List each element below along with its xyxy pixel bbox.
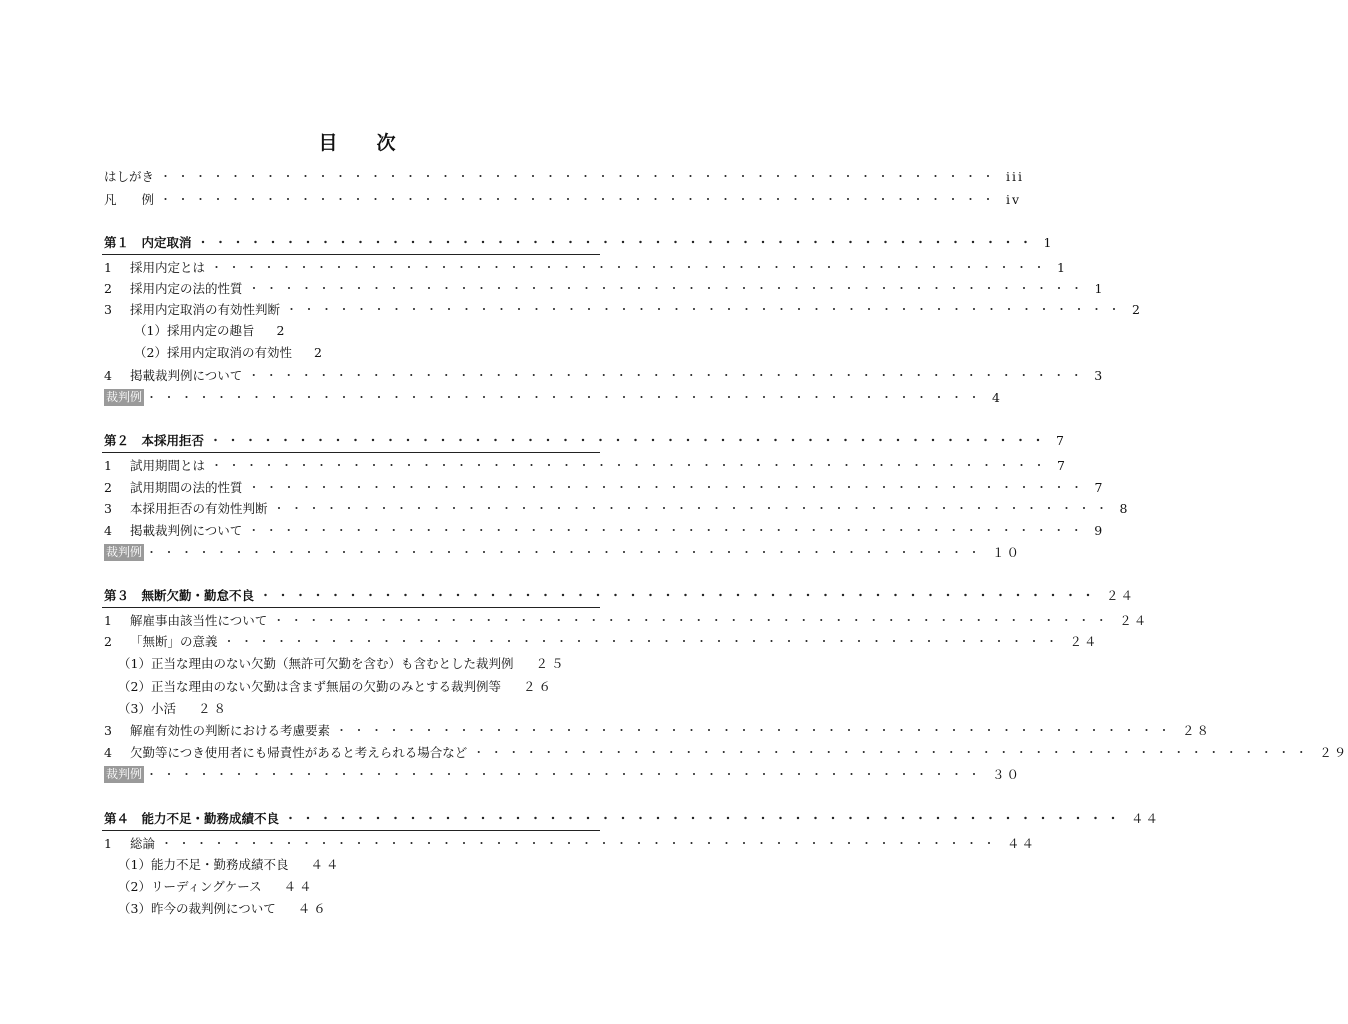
entry-page: iv (1006, 191, 1022, 207)
chapter-rule (102, 452, 600, 453)
entry-page: iii (1006, 168, 1025, 184)
chapter-page: 7 (1056, 432, 1066, 448)
dot-leader: ・・・・・・・・・・・・・・・・・・・・・・・・・・・・・・・・・・・・・・・・・・・・・・・・ (211, 261, 1052, 274)
dot-leader: ・・・・・・・・・・・・・・・・・・・・・・・・・・・・・・・・・・・・・・・・・・・・・・・・ (161, 837, 1002, 850)
cases-badge: 裁判例 (106, 389, 143, 404)
page-title: 目 次 (318, 132, 406, 154)
chapter-heading-3[interactable] (104, 585, 1136, 605)
toc-entry-cases[interactable]: 裁判例 ・・・・・・・・・・・・・・・・・・・・・・・・・・・・・・・・・・・・・・・・・・・・・・・・ 4 (106, 389, 1002, 405)
chapter-title: 第１ 内定取消 (104, 235, 192, 250)
toc-entry[interactable]: 1 総論 ・・・・・・・・・・・・・・・・・・・・・・・・・・・・・・・・・・・・・・・・・・・・・・・・ ４４ (104, 836, 1037, 851)
dot-leader: ・・・・・・・・・・・・・・・・・・・・・・・・・・・・・・・・・・・・・・・・・・・・・・・・ (223, 635, 1064, 648)
cases-badge: 裁判例 (106, 766, 143, 781)
dot-leader: ・・・・・・・・・・・・・・・・・・・・・・・・・・・・・・・・・・・・・・・・・・・・・・・・ (285, 812, 1126, 825)
chapter-page: ２４ (1106, 588, 1136, 603)
chapter-page: ４４ (1131, 811, 1161, 826)
dot-leader: ・・・・・・・・・・・・・・・・・・・・・・・・・・・・・・・・・・・・・・・・・・・・・・・・ (248, 481, 1089, 494)
dot-leader: ・・・・・・・・・・・・・・・・・・・・・・・・・・・・・・・・・・・・・・・・・・・・・・・・ (146, 546, 987, 559)
dot-leader: ・・・・・・・・・・・・・・・・・・・・・・・・・・・・・・・・・・・・・・・・・・・・・・・・ (260, 589, 1101, 602)
dot-leader: ・・・・・・・・・・・・・・・・・・・・・・・・・・・・・・・・・・・・・・・・・・・・・・・・ (473, 746, 1314, 759)
toc-subentry[interactable]: （3） 昨今の裁判例について ４６ (118, 901, 329, 916)
toc-entry[interactable]: 1 解雇事由該当性について ・・・・・・・・・・・・・・・・・・・・・・・・・・・・・・・・・・・・・・・・・・・・・・・・ ２４ (104, 613, 1149, 628)
chapter-title: 第４ 能力不足・勤務成績不良 (104, 811, 280, 826)
dot-leader: ・・・・・・・・・・・・・・・・・・・・・・・・・・・・・・・・・・・・・・・・・・・・・・・・ (160, 170, 1001, 183)
dot-leader: ・・・・・・・・・・・・・・・・・・・・・・・・・・・・・・・・・・・・・・・・・・・・・・・・ (273, 502, 1114, 515)
toc-entry-cases[interactable]: 裁判例 ・・・・・・・・・・・・・・・・・・・・・・・・・・・・・・・・・・・・・・・・・・・・・・・・ １０ (106, 544, 1022, 560)
chapter-rule (102, 254, 600, 255)
toc-entry-preface[interactable] (104, 166, 1025, 186)
toc-subentry[interactable]: （2） リーディングケース ４４ (118, 879, 315, 894)
toc-entry[interactable]: 1 採用内定とは ・・・・・・・・・・・・・・・・・・・・・・・・・・・・・・・・・・・・・・・・・・・・・・・・ 1 (104, 259, 1067, 275)
chapter-rule (102, 607, 600, 608)
toc-entry[interactable]: 3 解雇有効性の判断における考慮要素 ・・・・・・・・・・・・・・・・・・・・・・・・・・・・・・・・・・・・・・・・・・・・・・・・ ２８ (104, 723, 1212, 738)
toc-subentry[interactable]: （3） 小活 ２８ (118, 701, 229, 716)
cases-badge: 裁判例 (106, 544, 143, 559)
entry-label: はしがき (104, 169, 155, 184)
chapter-page: 1 (1043, 234, 1054, 250)
toc-subentry[interactable]: （1） 能力不足・勤務成績不良 ４４ (118, 857, 342, 872)
toc-entry-legend[interactable] (104, 189, 1022, 209)
chapter-title: 第２ 本採用拒否 (104, 433, 205, 448)
toc-subentry[interactable]: （2） 採用内定取消の有効性 2 (134, 344, 325, 360)
dot-leader: ・・・・・・・・・・・・・・・・・・・・・・・・・・・・・・・・・・・・・・・・・・・・・・・・ (248, 524, 1089, 537)
chapter-heading-2[interactable] (104, 430, 1066, 450)
toc-entry[interactable]: 4 掲載裁判例について ・・・・・・・・・・・・・・・・・・・・・・・・・・・・・・・・・・・・・・・・・・・・・・・・ 3 (104, 367, 1105, 383)
chapter-rule (102, 830, 600, 831)
entry-label: 凡 例 (104, 192, 155, 207)
dot-leader: ・・・・・・・・・・・・・・・・・・・・・・・・・・・・・・・・・・・・・・・・・・・・・・・・ (286, 303, 1127, 316)
toc-entry[interactable]: 4 掲載裁判例について ・・・・・・・・・・・・・・・・・・・・・・・・・・・・・・・・・・・・・・・・・・・・・・・・ 9 (104, 522, 1105, 538)
chapter-heading-1[interactable] (104, 232, 1054, 252)
dot-leader: ・・・・・・・・・・・・・・・・・・・・・・・・・・・・・・・・・・・・・・・・・・・・・・・・ (160, 193, 1001, 206)
dot-leader: ・・・・・・・・・・・・・・・・・・・・・・・・・・・・・・・・・・・・・・・・・・・・・・・・ (336, 724, 1177, 737)
chapter-heading-4[interactable] (104, 808, 1161, 828)
toc-entry[interactable]: 3 本採用拒否の有効性判断 ・・・・・・・・・・・・・・・・・・・・・・・・・・・・・・・・・・・・・・・・・・・・・・・・ 8 (104, 500, 1130, 516)
dot-leader: ・・・・・・・・・・・・・・・・・・・・・・・・・・・・・・・・・・・・・・・・・・・・・・・・ (211, 459, 1052, 472)
dot-leader: ・・・・・・・・・・・・・・・・・・・・・・・・・・・・・・・・・・・・・・・・・・・・・・・・ (248, 369, 1089, 382)
toc-entry[interactable]: 1 試用期間とは ・・・・・・・・・・・・・・・・・・・・・・・・・・・・・・・・・・・・・・・・・・・・・・・・ 7 (104, 457, 1067, 473)
dot-leader: ・・・・・・・・・・・・・・・・・・・・・・・・・・・・・・・・・・・・・・・・・・・・・・・・ (248, 282, 1089, 295)
dot-leader: ・・・・・・・・・・・・・・・・・・・・・・・・・・・・・・・・・・・・・・・・・・・・・・・・ (197, 236, 1038, 249)
toc-entry[interactable]: 4 欠勤等につき使用者にも帰責性があると考えられる場合など ・・・・・・・・・・・・・・・・・・・・・・・・・・・・・・・・・・・・・・・・・・・・・・・・ ２９ (104, 745, 1348, 760)
toc-entry[interactable]: 2 「無断」の意義 ・・・・・・・・・・・・・・・・・・・・・・・・・・・・・・・・・・・・・・・・・・・・・・・・ ２４ (104, 634, 1099, 649)
toc-entry[interactable]: 2 採用内定の法的性質 ・・・・・・・・・・・・・・・・・・・・・・・・・・・・・・・・・・・・・・・・・・・・・・・・ 1 (104, 280, 1105, 296)
toc-subentry[interactable]: （2） 正当な理由のない欠勤は含まず無届の欠勤のみとする裁判例等 ２６ (118, 679, 554, 694)
toc-entry-cases[interactable]: 裁判例 ・・・・・・・・・・・・・・・・・・・・・・・・・・・・・・・・・・・・・・・・・・・・・・・・ ３０ (106, 766, 1022, 782)
toc-subentry[interactable]: （1） 正当な理由のない欠勤（無許可欠勤を含む）も含むとした裁判例 ２５ (118, 656, 567, 671)
toc-subentry[interactable]: （1） 採用内定の趣旨 2 (134, 322, 288, 338)
toc-entry[interactable]: 3 採用内定取消の有効性判断 ・・・・・・・・・・・・・・・・・・・・・・・・・・・・・・・・・・・・・・・・・・・・・・・・ 2 (104, 301, 1142, 317)
chapter-title: 第３ 無断欠勤・勤怠不良 (104, 588, 255, 603)
toc-entry[interactable]: 2 試用期間の法的性質 ・・・・・・・・・・・・・・・・・・・・・・・・・・・・・・・・・・・・・・・・・・・・・・・・ 7 (104, 479, 1105, 495)
dot-leader: ・・・・・・・・・・・・・・・・・・・・・・・・・・・・・・・・・・・・・・・・・・・・・・・・ (273, 614, 1114, 627)
dot-leader: ・・・・・・・・・・・・・・・・・・・・・・・・・・・・・・・・・・・・・・・・・・・・・・・・ (146, 391, 987, 404)
dot-leader: ・・・・・・・・・・・・・・・・・・・・・・・・・・・・・・・・・・・・・・・・・・・・・・・・ (210, 434, 1051, 447)
dot-leader: ・・・・・・・・・・・・・・・・・・・・・・・・・・・・・・・・・・・・・・・・・・・・・・・・ (146, 768, 987, 781)
